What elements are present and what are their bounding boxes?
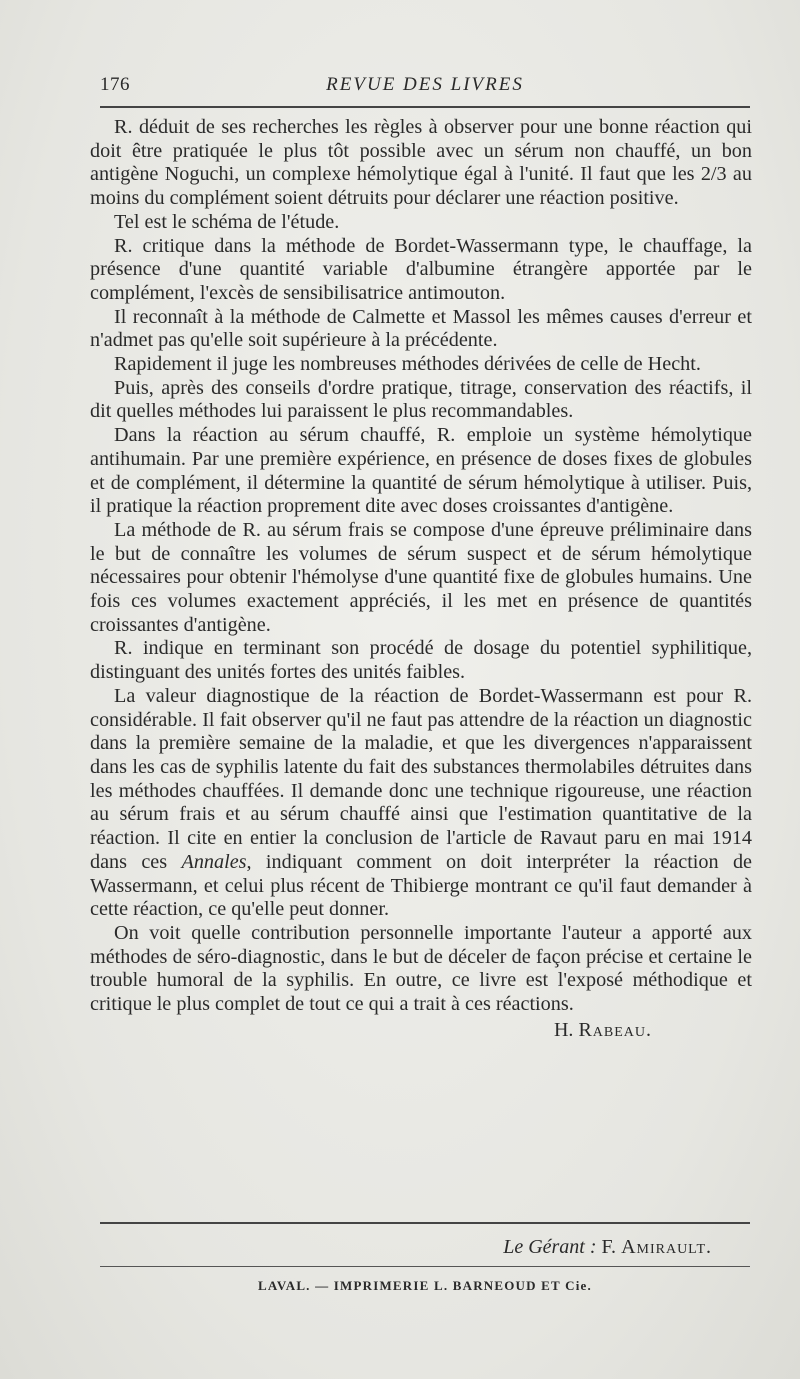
quote-text-after: , indiquant comment on doit interpréter la réaction de Wassermann, et celui plus récent de Thibierge montrant ce qu'il faut demander à cette réaction, ce qu'elle peut donner.	[90, 850, 753, 921]
paragraph: R. critique dans la méthode de Bordet-Wassermann type, le chauffage, la présence d'une quantité variable d'albumine étrangère apportée par le complément, l'excès de sensibilisatrice antimouton.	[90, 234, 752, 304]
printer-imprint: LAVAL. — IMPRIMERIE L. BARNEOUD ET Cie.	[258, 1278, 592, 1293]
manager-line	[100, 1236, 712, 1259]
quote-text-before: Il cite en entier la conclusion de l'article de Ravaut paru en mai 1914 dans ces	[90, 827, 753, 873]
manager-label: Le Gérant :	[503, 1236, 597, 1258]
paragraph: Dans la réaction au sérum chauffé, R. emploie un système hémolytique antihumain. Par une première expérience, en présence de doses fixes de globules et de complément, il détermine la quantité de sérum hémolytique à utiliser. Puis, il pratique la réaction proprement dite avec doses croissantes d'antigène.	[90, 424, 752, 518]
author-initial: H.	[553, 1018, 574, 1041]
header-rule	[100, 106, 750, 108]
manager-initial: F.	[601, 1236, 617, 1258]
paragraph: Rapidement il juge les nombreuses méthodes dérivées de celle de Hecht.	[114, 353, 701, 376]
printer-rule	[100, 1266, 750, 1267]
running-title: REVUE DES LIVRES	[326, 74, 524, 95]
page-number: 176	[100, 74, 130, 95]
page-header	[100, 70, 750, 104]
paragraph: Puis, après des conseils d'ordre pratique, titrage, conservation des réactifs, il dit quelles méthodes lui paraissent le plus recommandables.	[90, 376, 752, 423]
author-name: Rabeau.	[578, 1018, 652, 1041]
paragraph	[90, 685, 752, 922]
paragraph: R. indique en terminant son procédé de dosage du potentiel syphilitique, distinguant des unités fortes des unités faibles.	[90, 637, 752, 684]
paragraph: Il reconnaît à la méthode de Calmette et Massol les mêmes causes d'erreur et n'admet pas qu'elle soit supérieure à la précédente.	[90, 305, 752, 352]
journal-name: Annales	[181, 850, 247, 873]
paragraph: Tel est le schéma de l'étude.	[114, 210, 340, 233]
paragraph: On voit quelle contribution personnelle importante l'auteur a apporté aux méthodes de séro-diagnostic, dans le but de déceler de façon précise et certaine le trouble humoral de la syphilis. En outre, ce livre est l'exposé méthodique et critique le plus complet de tout ce qui a trait à ces réactions.	[90, 921, 752, 1016]
paragraph: La méthode de R. au sérum frais se compose d'une épreuve préliminaire dans le but de connaître les volumes de sérum suspect et de sérum hémolytique nécessaires pour obtenir l'hémolyse d'une quantité fixe de globules humains. Une fois ces volumes exactement appréciés, il les met en présence de quantités croissantes d'antigène.	[90, 518, 752, 636]
article-body	[90, 116, 752, 1042]
footer-rule	[100, 1222, 750, 1224]
author-signature	[90, 1019, 752, 1043]
paragraph: R. déduit de ses recherches les règles à observer pour une bonne réaction qui doit être pratiquée le plus tôt possible avec un sérum non chauffé, un bon antigène Noguchi, un complexe hémolytique égal à l'unité. Il faut que les 2/3 au moins du complément soient détruits pour déclarer une réaction positive.	[90, 116, 752, 210]
paragraph-text: La valeur diagnostique de la réaction de Bordet-Wassermann est pour R. considérable. Il fait observer qu'il ne faut pas attendre de la réaction un diagnostic dans la première semaine de la maladie, et que les divergences n'apparaissent dans les cas de syphilis latente du fait des substances thermolabiles détruites dans les méthodes chauffées. Il demande donc une technique rigoureuse, une réaction au sérum frais et au sérum chauffé ainsi que l'estimation quantitative de la réaction.	[90, 684, 752, 850]
manager-name: Amirault.	[621, 1236, 712, 1258]
